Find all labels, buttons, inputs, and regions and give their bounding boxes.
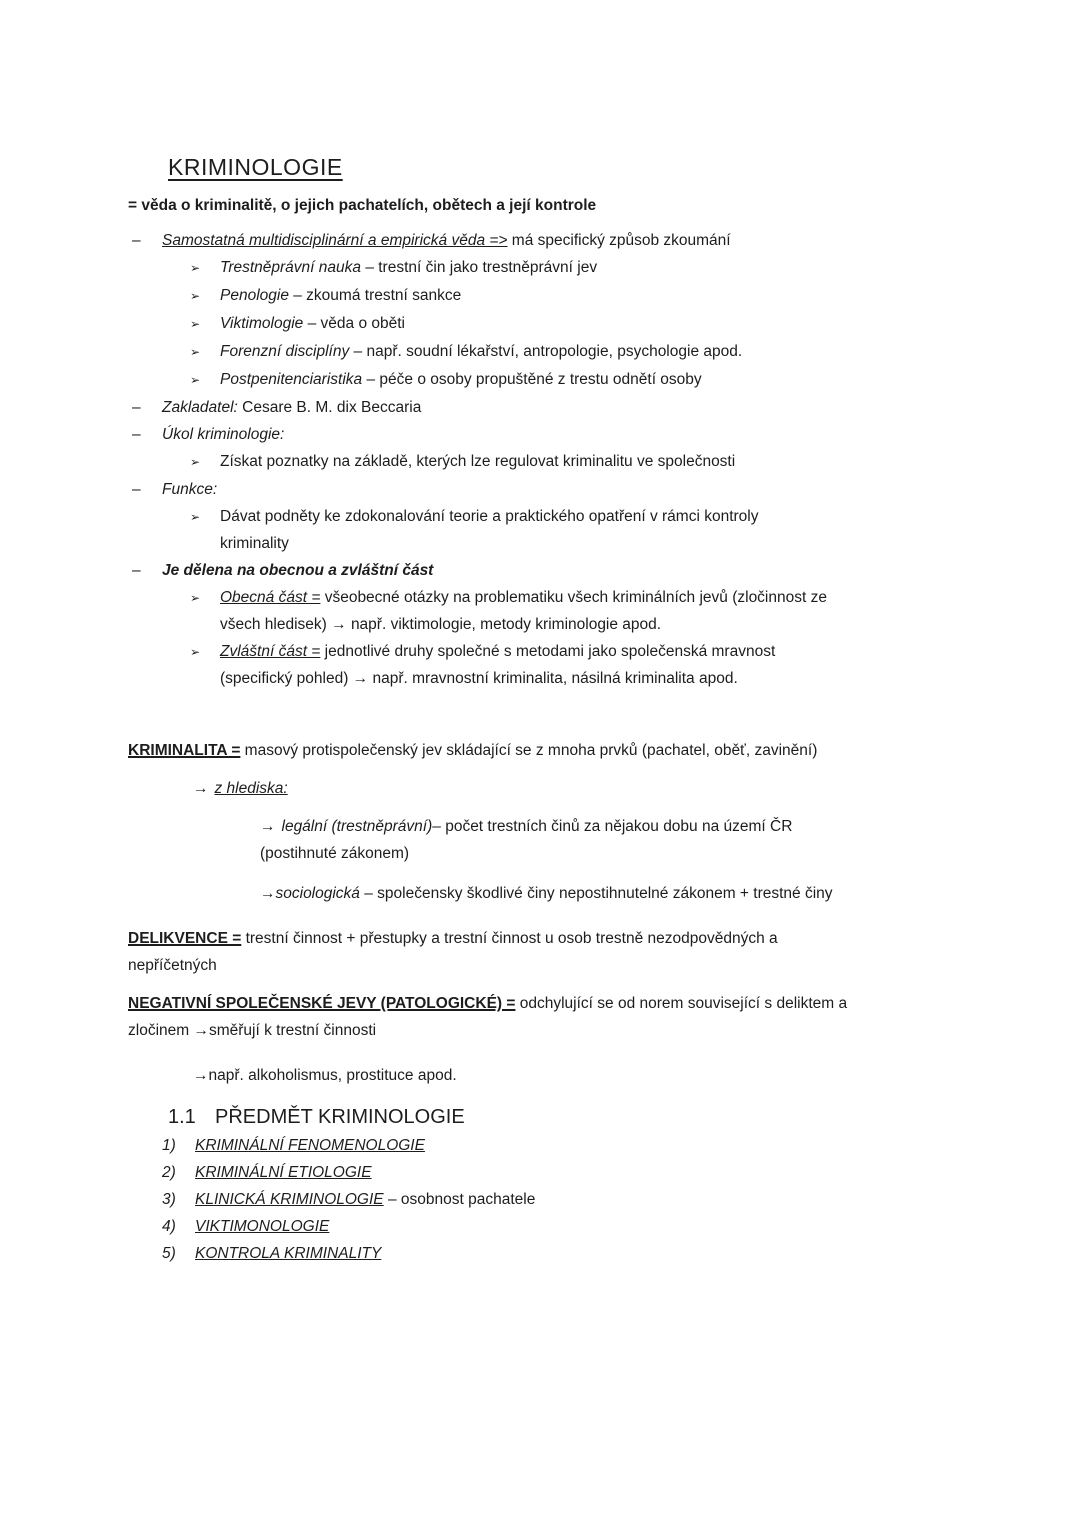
document-content bbox=[128, 0, 964, 1267]
term-text: Zvláštní část = bbox=[220, 643, 321, 660]
arrow-icon: → bbox=[260, 818, 276, 835]
item-text bbox=[195, 1132, 964, 1159]
dash-bullet-icon: – bbox=[132, 232, 141, 249]
body-text: jednotlivé druhy společné s metodami jako společenská mravnost bbox=[320, 643, 776, 660]
term-text: KONTROLA KRIMINALITY bbox=[195, 1245, 382, 1262]
dash-bullet-icon: – bbox=[132, 426, 141, 443]
arrow-bullet-item bbox=[190, 638, 964, 692]
term-text: Forenzní disciplíny bbox=[220, 343, 350, 360]
body-text: má specifický způsob zkoumání bbox=[507, 232, 731, 249]
body-text: Získat poznatky na základě, kterých lze regulovat kriminalitu ve společnosti bbox=[220, 453, 736, 470]
item-number: 2) bbox=[162, 1164, 176, 1181]
term-text: KRIMINÁLNÍ ETIOLOGIE bbox=[195, 1164, 372, 1181]
item-text bbox=[195, 1159, 964, 1186]
numbered-item bbox=[162, 1159, 964, 1186]
bullet-text bbox=[162, 394, 964, 421]
arrow-bullet-item bbox=[190, 254, 964, 282]
item-text bbox=[195, 1213, 964, 1240]
outline-list bbox=[128, 227, 964, 692]
example-line bbox=[193, 1062, 964, 1089]
bullet-text bbox=[220, 254, 964, 282]
arrow-bullet-item bbox=[190, 282, 964, 310]
term-text: KLINICKÁ KRIMINOLOGIE bbox=[195, 1191, 384, 1208]
item-number: 1) bbox=[162, 1137, 176, 1154]
hlediska-line bbox=[193, 775, 964, 802]
term-text: KRIMINALITA = bbox=[128, 742, 241, 759]
section-number: 1.1 bbox=[168, 1106, 196, 1128]
numbered-item bbox=[162, 1240, 964, 1267]
item-number: 4) bbox=[162, 1218, 176, 1235]
numbered-item bbox=[162, 1132, 964, 1159]
bullet-text bbox=[162, 227, 964, 254]
dash-bullet-item bbox=[128, 421, 964, 448]
body-text: – např. soudní lékařství, antropologie, psychologie apod. bbox=[349, 343, 743, 360]
term-text: Zakladatel: bbox=[162, 399, 238, 416]
legalni-line bbox=[260, 813, 964, 867]
arrowhead-bullet-icon: ➢ bbox=[190, 345, 201, 359]
body-text: – trestní čin jako trestněprávní jev bbox=[361, 259, 598, 276]
arrowhead-bullet-icon: ➢ bbox=[190, 289, 201, 303]
term-text: Je dělena na obecnou a zvláštní část bbox=[162, 562, 434, 579]
arrow-bullet-item bbox=[190, 584, 964, 638]
delikvence-definition bbox=[128, 925, 964, 979]
numbered-item bbox=[162, 1186, 964, 1213]
arrow-icon: → bbox=[193, 1067, 209, 1084]
bullet-text bbox=[220, 338, 964, 366]
arrowhead-bullet-icon: ➢ bbox=[190, 373, 201, 387]
term-text: Obecná část = bbox=[220, 589, 321, 606]
term-text: Postpenitenciaristika bbox=[220, 371, 363, 388]
arrowhead-bullet-icon: ➢ bbox=[190, 510, 201, 524]
item-number: 5) bbox=[162, 1245, 176, 1262]
body-text: – osobnost pachatele bbox=[383, 1191, 536, 1208]
term-text: Viktimologie bbox=[220, 315, 304, 332]
bullet-text bbox=[220, 310, 964, 338]
bullet-text bbox=[220, 366, 964, 394]
term-text: sociologická bbox=[275, 885, 360, 902]
arrow-bullet-item bbox=[190, 338, 964, 366]
kriminalita-definition bbox=[128, 737, 964, 764]
section-heading bbox=[168, 1102, 964, 1132]
body-text: kriminality bbox=[220, 535, 289, 552]
body-text: všeobecné otázky na problematiku všech kriminálních jevů (zločinnost ze bbox=[320, 589, 827, 606]
bullet-text bbox=[220, 584, 964, 638]
arrow-bullet-item bbox=[190, 310, 964, 338]
body-text: masový protispolečenský jev skládající se z mnoha prvků (pachatel, oběť, zavinění) bbox=[240, 742, 818, 759]
term-text: Úkol kriminologie: bbox=[162, 426, 285, 443]
body-text: (postihnuté zákonem) bbox=[260, 845, 410, 862]
item-text bbox=[195, 1240, 964, 1267]
page-title-text: KRIMINOLOGIE bbox=[168, 154, 343, 180]
body-text: – společensky škodlivé činy nepostihnutelné zákonem + trestné činy bbox=[359, 885, 833, 902]
arrowhead-bullet-icon: ➢ bbox=[190, 645, 201, 659]
body-text: (specifický pohled) → např. mravnostní kriminalita, násilná kriminalita apod. bbox=[220, 670, 738, 687]
body-text: Dávat podněty ke zdokonalování teorie a praktického opatření v rámci kontroly bbox=[220, 508, 759, 525]
term-text: NEGATIVNÍ SPOLEČENSKÉ JEVY (PATOLOGICKÉ) = bbox=[128, 995, 516, 1012]
arrowhead-bullet-icon: ➢ bbox=[190, 261, 201, 275]
dash-bullet-icon: – bbox=[132, 399, 141, 416]
definition-line: = věda o kriminalitě, o jejich pachatelích, obětech a její kontrole bbox=[128, 197, 597, 214]
dash-bullet-item bbox=[128, 476, 964, 503]
negativni-definition bbox=[128, 990, 964, 1044]
term-text: z hlediska: bbox=[214, 780, 288, 797]
arrow-bullet-item bbox=[190, 503, 964, 557]
dash-bullet-item bbox=[128, 394, 964, 421]
body-text: – věda o oběti bbox=[303, 315, 405, 332]
term-text: KRIMINÁLNÍ FENOMENOLOGIE bbox=[195, 1137, 425, 1154]
body-text: všech hledisek) → např. viktimologie, metody kriminologie apod. bbox=[220, 616, 662, 633]
arrow-bullet-item bbox=[190, 366, 964, 394]
term-text: Trestněprávní nauka bbox=[220, 259, 362, 276]
body-text: trestní činnost + přestupky a trestní činnost u osob trestně nezodpovědných a bbox=[241, 930, 778, 947]
arrow-icon: → bbox=[260, 885, 276, 902]
dash-bullet-icon: – bbox=[132, 481, 141, 498]
item-text bbox=[195, 1186, 964, 1213]
body-text: Cesare B. M. dix Beccaria bbox=[237, 399, 422, 416]
term-text: Funkce: bbox=[162, 481, 218, 498]
body-text: počet trestních činů za nějakou dobu na území ČR bbox=[440, 818, 793, 835]
sociologicka-line bbox=[260, 880, 964, 907]
body-text: odchylující se od norem související s deliktem a bbox=[515, 995, 848, 1012]
body-text: – zkoumá trestní sankce bbox=[288, 287, 462, 304]
arrowhead-bullet-icon: ➢ bbox=[190, 455, 201, 469]
arrow-icon: → bbox=[193, 780, 209, 797]
arrow-bullet-item bbox=[190, 448, 964, 476]
body-text: např. alkoholismus, prostituce apod. bbox=[208, 1067, 457, 1084]
section-title: PŘEDMĚT KRIMINOLOGIE bbox=[215, 1106, 465, 1128]
term-text: Samostatná multidisciplinární a empirická věda => bbox=[162, 232, 508, 249]
term-text: VIKTIMONOLOGIE bbox=[195, 1218, 330, 1235]
dash-bullet-item bbox=[128, 227, 964, 254]
body-text: zločinem →směřují k trestní činnosti bbox=[128, 1022, 377, 1039]
arrowhead-bullet-icon: ➢ bbox=[190, 591, 201, 605]
term-text: Penologie bbox=[220, 287, 289, 304]
body-text: nepříčetných bbox=[128, 957, 217, 974]
term-text: legální (trestněprávní)– bbox=[281, 818, 441, 835]
term-text: DELIKVENCE = bbox=[128, 930, 242, 947]
item-number: 3) bbox=[162, 1191, 176, 1208]
bullet-text bbox=[220, 638, 964, 692]
body-text: – péče o osoby propuštěné z trestu odnětí osoby bbox=[362, 371, 702, 388]
bullet-text bbox=[220, 503, 964, 557]
numbered-item bbox=[162, 1213, 964, 1240]
bullet-text bbox=[220, 282, 964, 310]
arrowhead-bullet-icon: ➢ bbox=[190, 317, 201, 331]
dash-bullet-item bbox=[128, 557, 964, 584]
page-title bbox=[168, 151, 964, 187]
numbered-list bbox=[128, 1132, 964, 1267]
dash-bullet-icon: – bbox=[132, 562, 141, 579]
